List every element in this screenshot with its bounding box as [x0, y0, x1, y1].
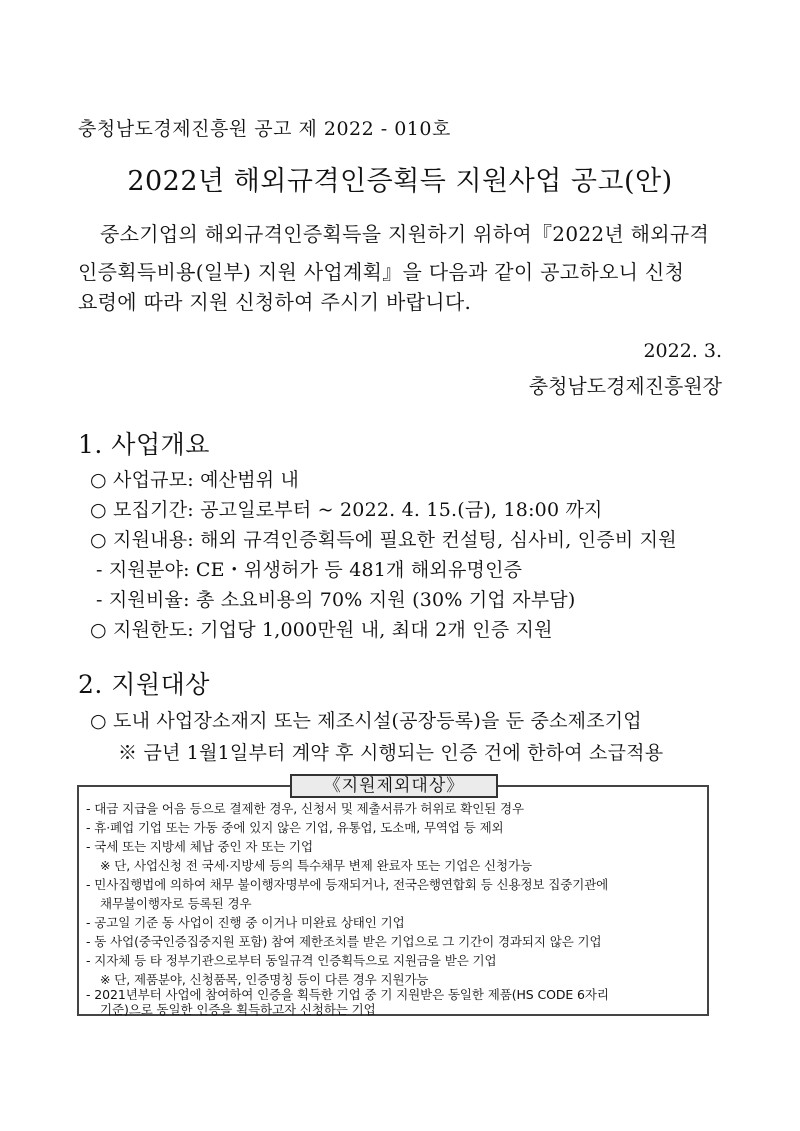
circle-bullet-icon: ○: [90, 710, 107, 732]
list-item-text: 지원분야: CE・위생허가 등 481개 해외유명인증: [108, 559, 523, 581]
exclusion-note: ※ 단, 제품분야, 신청품목, 인증명칭 등이 다른 경우 지원가능: [100, 972, 429, 987]
circle-bullet-icon: ○: [90, 469, 107, 491]
list-item-text: 모집기간: 공고일로부터 ~ 2022. 4. 15.(금), 18:00 까지: [113, 499, 603, 521]
dash-bullet-icon: -: [96, 559, 103, 581]
exclusion-item-continued: 기준)으로 동일한 인증을 획득하고자 신청하는 기업: [100, 1002, 376, 1017]
note-text: 금년 1월1일부터 계약 후 시행되는 인증 건에 한하여 소급적용: [143, 742, 664, 764]
reference-mark-icon: ※: [118, 742, 138, 764]
list-item: [96, 585, 575, 612]
list-item: [90, 615, 553, 642]
circle-bullet-icon: ○: [90, 499, 107, 521]
dash-bullet-icon: -: [96, 589, 103, 611]
list-item: [90, 706, 642, 733]
intro-line: 인증획득비용(일부) 지원 사업계획』을 다음과 같이 공고하오니 신청: [78, 260, 685, 284]
exclusion-item: - 휴·폐업 기업 또는 가동 중에 있지 않은 기업, 유통업, 도소매, 무역업 등 제외: [86, 820, 504, 835]
issuer-name: 충청남도경제진흥원장: [528, 374, 722, 398]
list-item-text: 지원한도: 기업당 1,000만원 내, 최대 2개 인증 지원: [113, 619, 553, 641]
list-item: [90, 495, 603, 522]
exclusion-item: - 지자체 등 타 정부기관으로부터 동일규격 인증획득으로 지원금을 받은 기업: [86, 953, 497, 968]
list-item: [96, 555, 522, 582]
note-item: [118, 738, 663, 765]
exclusion-item: - 국세 또는 지방세 체납 중인 자 또는 기업: [86, 839, 313, 854]
exclusion-note: ※ 단, 사업신청 전 국세·지방세 등의 특수채무 변제 완료자 또는 기업은 신청가능: [100, 858, 532, 873]
exclusion-item: - 민사집행법에 의하여 채무 불이행자명부에 등재되거나, 전국은행연합회 등 신용정보 집중기관에: [86, 877, 609, 892]
intro-line: 중소기업의 해외규격인증획득을 지원하기 위하여『2022년 해외규격: [100, 222, 710, 246]
section-title-eligibility: 2. 지원대상: [78, 670, 210, 699]
intro-line: 요령에 따라 지원 신청하여 주시기 바랍니다.: [78, 290, 472, 314]
circle-bullet-icon: ○: [90, 619, 107, 641]
list-item-text: 도내 사업장소재지 또는 제조시설(공장등록)을 둔 중소제조기업: [113, 710, 642, 732]
exclusion-item: - 동 사업(중국인증집중지원 포함) 참여 제한조치를 받은 기업으로 그 기간이 경과되지 않은 기업: [86, 934, 602, 949]
list-item-text: 지원비율: 총 소요비용의 70% 지원 (30% 기업 자부담): [108, 589, 576, 611]
circle-bullet-icon: ○: [90, 529, 107, 551]
section-title-overview: 1. 사업개요: [78, 430, 210, 459]
exclusion-box-label: 《지원제외대상》: [290, 774, 498, 798]
list-item: [90, 525, 677, 552]
list-item-text: 지원내용: 해외 규격인증획득에 필요한 컨설팅, 심사비, 인증비 지원: [113, 529, 677, 551]
list-item-text: 사업규모: 예산범위 내: [113, 469, 300, 491]
exclusion-item: - 2021년부터 사업에 참여하여 인증을 획득한 기업 중 기 지원받은 동일한 제품(HS CODE 6자리: [86, 987, 609, 1002]
exclusion-item: - 공고일 기준 동 사업이 진행 중 이거나 미완료 상태인 기업: [86, 915, 405, 930]
exclusion-item-continued: 채무불이행자로 등록된 경우: [100, 896, 252, 911]
notice-date: 2022. 3.: [643, 340, 722, 362]
page-title: 2022년 해외규격인증획득 지원사업 공고(안): [127, 166, 673, 197]
notice-number: 충청남도경제진흥원 공고 제 2022 - 010호: [78, 118, 451, 140]
list-item: [90, 465, 299, 492]
exclusion-item: - 대금 지급을 어음 등으로 결제한 경우, 신청서 및 제출서류가 허위로 확인된 경우: [86, 801, 524, 816]
